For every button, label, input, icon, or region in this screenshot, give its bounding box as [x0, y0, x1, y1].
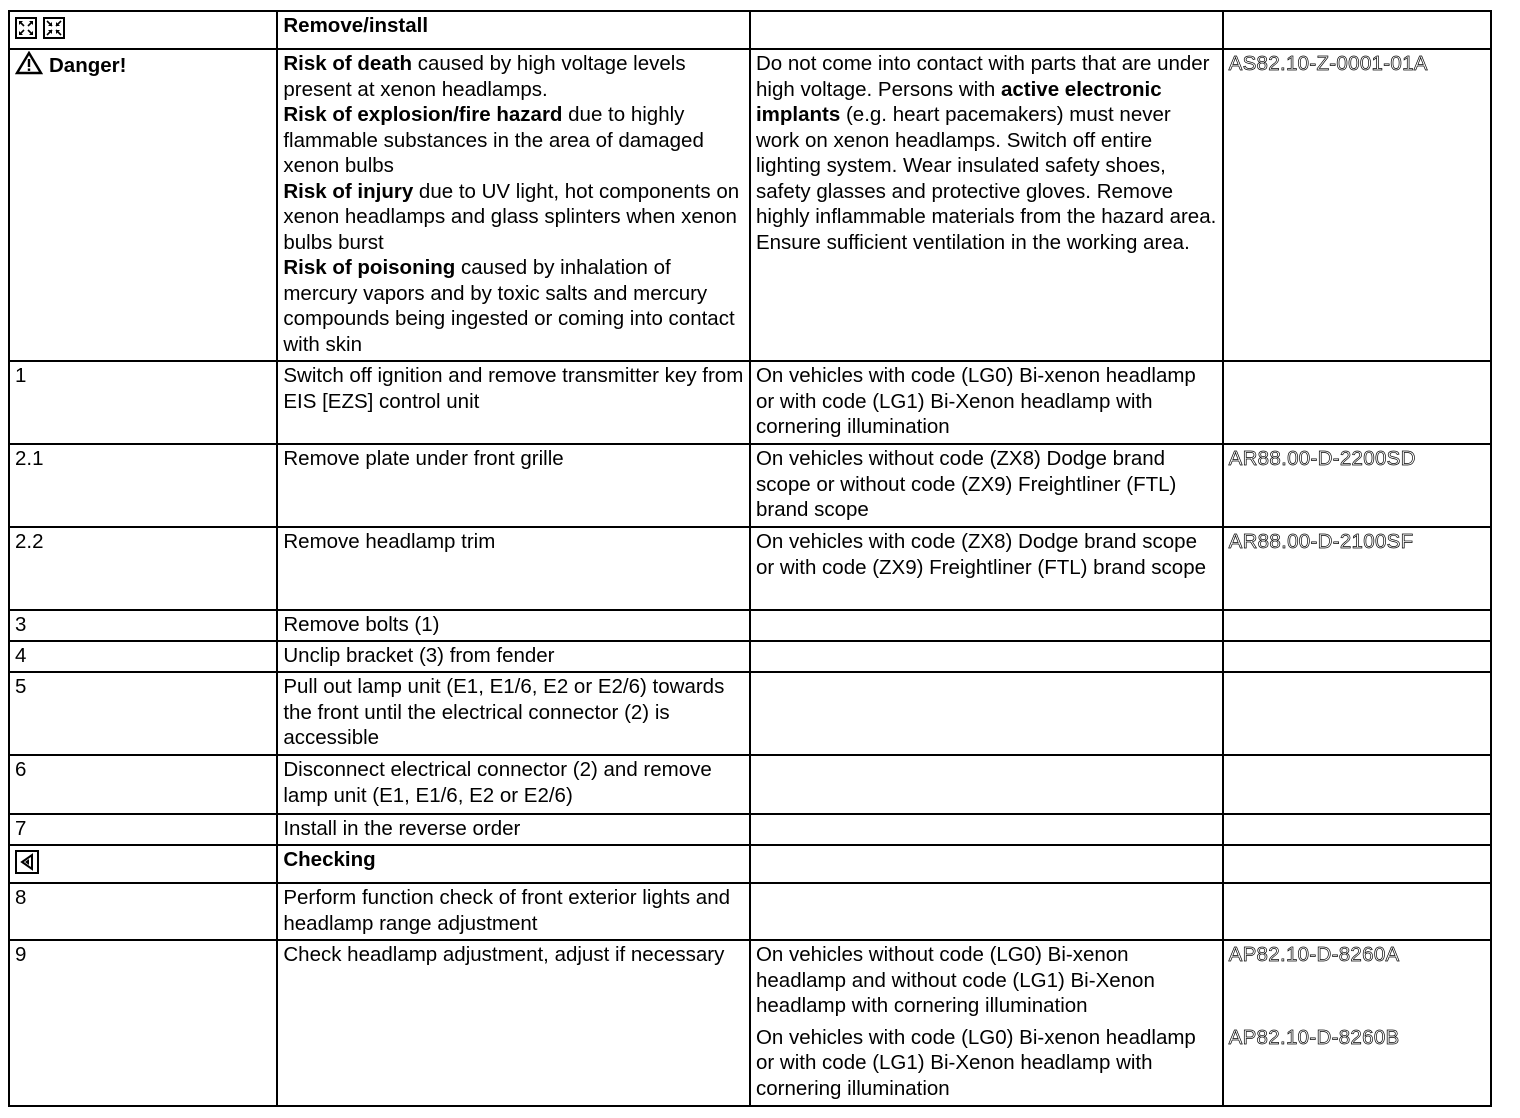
step-row [9, 755, 1491, 814]
step-ref [1223, 755, 1491, 814]
section-icon-cell [9, 845, 277, 883]
step-ref [1223, 641, 1491, 672]
step-action: Disconnect electrical connector (2) and remove lamp unit (E1, E1/6, E2 or E2/6) [277, 755, 750, 814]
empty-cell [1223, 11, 1491, 49]
step-note: On vehicles with code (ZX8) Dodge brand scope or with code (ZX9) Freightliner (FTL) brand scope [750, 527, 1223, 610]
step-note [750, 610, 1223, 641]
step-note: On vehicles with code (LG0) Bi-xenon headlamp or with code (LG1) Bi-Xenon headlamp with cornering illumination [755, 1025, 1196, 1100]
step-row [9, 641, 1491, 672]
install-icon [43, 17, 65, 39]
empty-cell [750, 845, 1223, 883]
section-row-checking [9, 845, 1491, 883]
risk-title: Risk of explosion/fire hazard [283, 103, 563, 126]
step-action: Remove bolts (1) [277, 610, 750, 641]
step-note [750, 672, 1223, 755]
step-number: 2.2 [9, 527, 277, 610]
step-ref [1223, 672, 1491, 755]
step-number: 2.1 [9, 444, 277, 527]
checking-icon [15, 850, 39, 874]
section-row-remove-install [9, 11, 1491, 49]
empty-cell [750, 11, 1223, 49]
procedure-table [8, 10, 1492, 1107]
step-note: On vehicles without code (LG0) Bi-xenon headlamp and without code (LG1) Bi-Xenon headlamp with cornering illumination [755, 943, 1155, 1017]
step-note: On vehicles with code (LG0) Bi-xenon headlamp or with code (LG1) Bi-Xenon headlamp with cornering illumination [750, 361, 1223, 444]
step-row [9, 814, 1491, 845]
step-number: 1 [9, 361, 277, 444]
empty-cell [1223, 845, 1491, 883]
measures-text-bold: active electronic implants [755, 77, 1162, 126]
risk-text: due to highly flammable substances in the area of damaged xenon bulbs [283, 103, 704, 177]
section-title-remove-install: Remove/install [277, 11, 750, 49]
step-note [750, 755, 1223, 814]
step-ref [1223, 361, 1491, 444]
step-action: Install in the reverse order [277, 814, 750, 845]
step-row [9, 883, 1491, 940]
step-row [9, 610, 1491, 641]
risk-item [283, 179, 744, 256]
danger-ref-cell [1223, 49, 1491, 361]
step-number: 4 [9, 641, 277, 672]
danger-risks-cell [277, 49, 750, 361]
step-number: 6 [9, 755, 277, 814]
step-row [9, 361, 1491, 444]
step-row [9, 672, 1491, 755]
reference-link[interactable]: AR88.00-D-2200SD [1228, 447, 1416, 470]
step-number: 8 [9, 883, 277, 940]
warning-triangle-icon [15, 51, 43, 75]
risk-title: Risk of injury [283, 179, 414, 203]
reference-link[interactable]: AP82.10-D-8260B [1228, 1025, 1400, 1049]
step-note: On vehicles without code (ZX8) Dodge brand scope or without code (ZX9) Freightliner (FTL) brand scope [750, 444, 1223, 527]
step-action: Check headlamp adjustment, adjust if necessary [277, 940, 750, 1106]
risk-title: Risk of poisoning [283, 256, 456, 279]
step-note [750, 814, 1223, 845]
step-action: Switch off ignition and remove transmitter key from EIS [EZS] control unit [277, 361, 750, 444]
step-action: Remove headlamp trim [277, 527, 750, 610]
danger-label: Danger! [49, 54, 127, 77]
step-number: 3 [9, 610, 277, 641]
step-row [9, 527, 1491, 610]
danger-row [9, 49, 1491, 361]
step-refs-cell [1223, 940, 1491, 1106]
empty-cell [750, 883, 1223, 940]
step-action: Remove plate under front grille [277, 444, 750, 527]
section-title-checking: Checking [277, 845, 750, 883]
danger-label-cell [9, 49, 277, 361]
step-action: Unclip bracket (3) from fender [277, 641, 750, 672]
step-action: Perform function check of front exterior lights and headlamp range adjustment [277, 883, 750, 940]
step-ref [1223, 610, 1491, 641]
risk-text: caused by inhalation of mercury vapors and by toxic salts and mercury compounds being ingested or coming into contact with skin [283, 256, 735, 356]
risk-text: caused by high voltage levels present at xenon headlamps. [283, 52, 686, 101]
risk-text: due to UV light, hot components on xenon headlamps and glass splinters when xenon bulbs burst [283, 179, 740, 254]
danger-measures-cell [750, 49, 1223, 361]
step-ref [1223, 444, 1491, 527]
step-action: Pull out lamp unit (E1, E1/6, E2 or E2/6) towards the front until the electrical connector (2) is accessible [277, 672, 750, 755]
measures-text-post: (e.g. heart pacemakers) must never work on xenon headlamps. Switch off entire lighting system. Wear insulated safety shoes, safety glasses and protective gloves. Remove highly inflammable materials from the hazard area. Ensure sufficient ventilation in the working area. [755, 103, 1217, 254]
risk-item [283, 255, 744, 357]
step-number: 5 [9, 672, 277, 755]
step-notes-cell [750, 940, 1223, 1106]
empty-cell [1223, 883, 1491, 940]
section-icon-cell [9, 11, 277, 49]
reference-link[interactable]: AR88.00-D-2100SF [1228, 530, 1414, 553]
step-number: 9 [9, 940, 277, 1106]
remove-icon [15, 17, 37, 39]
risk-item [283, 102, 744, 179]
step-row [9, 444, 1491, 527]
risk-title: Risk of death [283, 52, 413, 75]
step-ref [1223, 814, 1491, 845]
measures-text-pre: Do not come into contact with parts that are under high voltage. Persons with [755, 52, 1210, 101]
step-ref [1223, 527, 1491, 610]
reference-link[interactable]: AS82.10-Z-0001-01A [1228, 52, 1428, 75]
step-row [9, 940, 1491, 1106]
reference-link[interactable]: AP82.10-D-8260A [1228, 943, 1400, 966]
risk-item [283, 51, 744, 102]
step-number: 7 [9, 814, 277, 845]
step-note [750, 641, 1223, 672]
